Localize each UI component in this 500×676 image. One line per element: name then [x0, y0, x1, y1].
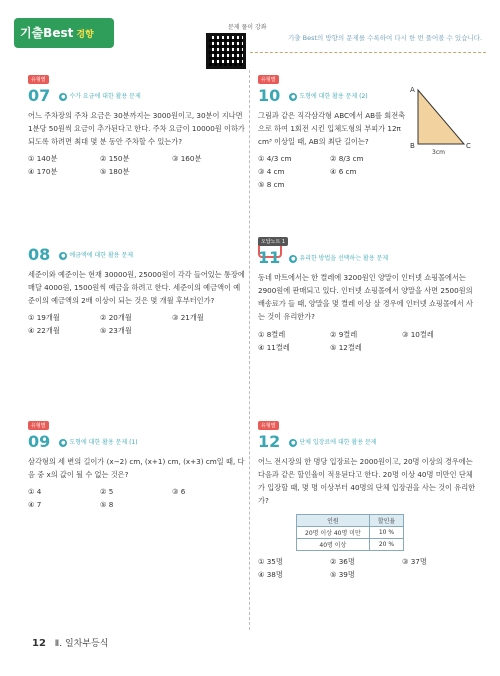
choice[interactable]: ③ 4 cm: [258, 167, 285, 177]
question-badge: 유형별: [28, 421, 49, 430]
tag-icon: ●: [291, 255, 296, 262]
label-side: 3cm: [432, 149, 445, 156]
question-text: 세준이와 예준이는 현재 30000원, 25000원이 각각 들어있는 통장에 매달 4000원, 1500원씩 예금을 하려고 한다. 세준이의 예금액이 예준이의 예금액의 2배 이상이 되는 것은 몇 개월 후부터인가?: [28, 269, 245, 306]
question-tag: ● 도형에 대한 활용 문제 (1): [61, 438, 138, 446]
question-text: 어느 전시장의 한 명당 입장료는 2000원이고, 20명 이상의 경우에는 다음과 같은 할인율이 적용된다고 한다. 20명 이상 40명 미만인 단체가 입장할 때, 몇 명 이상부터 40명의 단체 입장권을 사는 것이 유리한가?: [258, 456, 476, 506]
question-text: 삼각형의 세 변의 길이가 (x−2) cm, (x+1) cm, (x+3) cm일 때, 다음 중 x의 값이 될 수 없는 것은?: [28, 456, 245, 479]
choice[interactable]: ③ 6: [172, 487, 186, 497]
choice[interactable]: ② 9켤레: [330, 329, 358, 339]
table-row: 20명 이상 40명 미만 10 %: [297, 526, 404, 538]
choices: [28, 311, 246, 337]
question-text: 그림과 같은 직각삼각형 ABC에서 AB를 회전축으로 하여 1회전 시킨 입체도형의 부피가 12π cm³ 이상일 때, AB의 최단 길이는?: [258, 110, 406, 147]
choice[interactable]: ④ 11켤레: [258, 342, 290, 352]
qr-code-icon[interactable]: [206, 33, 246, 69]
question-tag: ● 예금액에 대한 활용 문제: [61, 251, 134, 259]
question-badge: 유형별: [258, 421, 279, 430]
question-number: 07: [28, 85, 51, 105]
choice[interactable]: ① 4: [28, 487, 42, 497]
choice[interactable]: ① 140분: [28, 154, 58, 164]
question-number: 09: [28, 431, 51, 451]
table-header: 인원: [297, 514, 370, 526]
tag-icon: ●: [291, 93, 296, 100]
choice[interactable]: ③ 37명: [402, 556, 427, 566]
question-11: [258, 228, 476, 354]
table-header: 할인율: [369, 514, 403, 526]
choice[interactable]: ① 19개월: [28, 313, 60, 323]
question-tag: ● 도형에 대한 활용 문제 (2): [291, 92, 368, 100]
choice[interactable]: ⑤ 23개월: [100, 326, 132, 336]
logo-text: 기출Best: [20, 26, 74, 40]
question-text: 어느 주차장의 주차 요금은 30분까지는 3000원이고, 30분이 지나면 1분당 50원씩 요금이 추가된다고 한다. 주차 요금이 10000원 이하가 되도록 하려면 최대 몇 분 동안 주차할 수 있는가?: [28, 110, 245, 147]
choice[interactable]: ① 35명: [258, 556, 283, 566]
header-note: 기출 Best의 방향의 문제를 수록하여 다시 한 번 풀어볼 수 있습니다.: [288, 34, 483, 42]
choice[interactable]: ① 8켤레: [258, 329, 286, 339]
choice[interactable]: ④ 170분: [28, 167, 58, 177]
choice[interactable]: ① 4/3 cm: [258, 154, 292, 164]
question-tag: ● 수가 요금에 대한 활용 문제: [61, 92, 141, 100]
choice[interactable]: ⑤ 39명: [330, 569, 355, 579]
question-number: 08: [28, 244, 51, 264]
wrong-note-badge: 오답노트 1: [258, 237, 288, 246]
choice[interactable]: ④ 38명: [258, 569, 283, 579]
table-row: 40명 이상 20 %: [297, 538, 404, 550]
page-number: 12: [32, 638, 46, 649]
choice[interactable]: ④ 7: [28, 500, 42, 510]
question-badge: 유형별: [258, 75, 279, 84]
question-tag: ● 유리한 방법을 선택하는 활용 문제: [291, 254, 389, 262]
tag-icon: ●: [61, 439, 66, 446]
choice[interactable]: ⑤ 8: [100, 500, 114, 510]
choice[interactable]: ② 150분: [100, 154, 130, 164]
triangle-figure: [408, 84, 488, 156]
choices: [258, 555, 476, 581]
discount-table: [296, 514, 404, 551]
question-08: [28, 244, 246, 337]
tag-icon: ●: [291, 439, 296, 446]
label-c: C: [466, 142, 471, 150]
question-10: [258, 66, 408, 191]
choice[interactable]: ② 20개월: [100, 313, 132, 323]
choice[interactable]: ② 5: [100, 487, 114, 497]
tag-icon: ●: [61, 252, 66, 259]
question-number: 11: [258, 247, 281, 267]
choices: [28, 485, 246, 511]
choices: [28, 152, 246, 178]
question-07: [28, 66, 246, 178]
book-logo: [14, 18, 114, 48]
logo-subtext: 경향: [76, 30, 94, 40]
question-number: 12: [258, 431, 281, 451]
tag-icon: ●: [61, 93, 66, 100]
header-divider: [250, 52, 486, 53]
question-12: [258, 412, 476, 581]
question-badge: 유형별: [28, 75, 49, 84]
label-a: A: [410, 86, 415, 94]
choice[interactable]: ⑤ 8 cm: [258, 180, 285, 190]
column-divider: [249, 70, 250, 630]
choice[interactable]: ③ 160분: [172, 154, 202, 164]
question-09: [28, 412, 246, 511]
choice[interactable]: ② 36명: [330, 556, 355, 566]
choice[interactable]: ⑤ 180분: [100, 167, 130, 177]
choice[interactable]: ③ 10켤레: [402, 329, 434, 339]
page-footer: [32, 636, 108, 649]
chapter-title: Ⅱ. 일차부등식: [54, 639, 109, 649]
question-number: 10: [258, 85, 281, 105]
qr-caption: 문제 풀이 강좌: [228, 24, 267, 31]
choice[interactable]: ② 8/3 cm: [330, 154, 364, 164]
choice[interactable]: ③ 21개월: [172, 313, 204, 323]
choices: [258, 328, 476, 354]
choice[interactable]: ⑤ 12켤레: [330, 342, 362, 352]
question-tag: ● 단체 입장료에 대한 활용 문제: [291, 438, 377, 446]
label-b: B: [410, 142, 415, 150]
choice[interactable]: ④ 6 cm: [330, 167, 357, 177]
choice[interactable]: ④ 22개월: [28, 326, 60, 336]
question-text: 동네 마트에서는 한 켤레에 3200원인 양말이 인터넷 쇼핑몰에서는 2900원에 판매되고 있다. 인터넷 쇼핑몰에서 양말을 사면 2500원의 배송료가 들 때, 양말을 몇 켤레 이상 살 경우에 인터넷 쇼핑몰에서 사는 것이 유리한가?: [258, 272, 473, 322]
choices: [258, 152, 408, 191]
